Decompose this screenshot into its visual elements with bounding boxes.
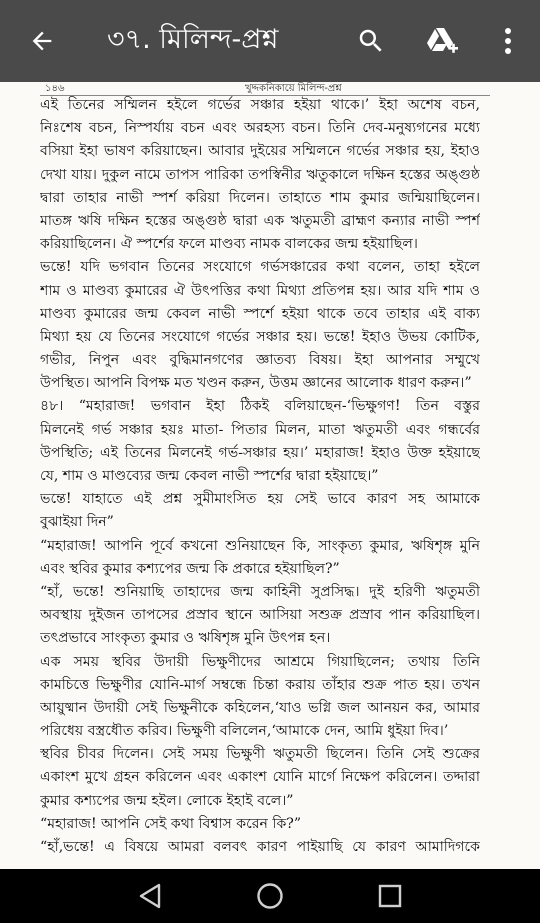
text-line: মাণ্ডব্য কুমারের জন্ম কেবল নাভী স্পর্শে হইয়া থাকে তবে তাহার এই বাক্য	[40, 305, 480, 322]
text-line: মিলনেই গর্ভ সঞ্চার হয়ঃ মাতা- পিতার মিলন, মাতা ঋতুমতী এবং গন্ধর্বের	[40, 421, 480, 438]
text-line: “হাঁ, ভন্তে! শুনিয়াছি তাহাদের জন্ম কাহিনী সুপ্রসিদ্ধ। দুই হরিণী ঋতুমতী	[40, 583, 480, 600]
text-line: বুঝাইয়া দিন”	[40, 514, 114, 531]
text-line: উপস্থিত। আপনি বিপক্ষ মত খণ্ডন করুন, উত্তম জ্ঞানের আলোক ধারণ করুন।”	[40, 375, 472, 392]
text-line: মাতঙ্গ ঋষি দক্ষিন হস্তের অঙ্গুষ্ঠ দ্বারা এক ঋতুমতী ব্রাহ্মণ কন্যার নাভী স্পর্শ	[40, 212, 480, 229]
nav-recents-square-icon	[377, 883, 403, 909]
text-line: একাংশ মুখে গ্রহন করিলেন এবং একাংশ যোনি মার্গে নিক্ষেপ করিলেন। তদ্দারা	[40, 769, 480, 786]
nav-back-triangle-icon	[138, 883, 162, 909]
text-line: ভন্তে! যাহাতে এই প্রশ্ন সুমীমাংসিত হয় সেই ভাবে কারণ সহ আমাকে	[40, 491, 480, 508]
drive-add-icon	[425, 26, 459, 56]
text-line: তৎপ্রভাবে সাংকৃত্য কুমার ও ঋষিশৃঙ্গ মুনি উৎপন্ন হন।	[40, 630, 331, 647]
text-line: দেখা যায়। দুকুল নামে তাপস পারিকা তপস্বিনীর ঋতুকালে দক্ষিন হস্তের অঙ্গুষ্ঠ	[40, 166, 480, 183]
search-button[interactable]	[351, 21, 391, 61]
arrow-back-icon	[28, 27, 56, 55]
text-line: শাম ও মাণ্ডব্য কুমারের ঐ উৎপত্তির কথা মিথ্যা প্রতিপন্ন হয়। আর যদি শাম ও	[40, 282, 480, 299]
text-line: অবস্থায় দুইজন তাপসের প্রস্রাব স্থানে আসিয়া সশুক্র প্রস্রাব পান করিয়াছিল।	[40, 607, 480, 624]
nav-home-circle-icon	[256, 882, 284, 910]
text-line: আয়ুষ্মান উদায়ী সেই ভিক্ষুনীকে কহিলেন,‘যাও ভগ্নি জল আনয়ন কর, আমার	[40, 699, 480, 716]
text-line: স্থবির চীবর দিলেন। সেই সময় ভিক্ষুণী ঋতুমতী ছিলেন। তিনি সেই শুক্রের	[40, 746, 480, 763]
more-options-button[interactable]	[488, 21, 528, 61]
nav-back-button[interactable]	[130, 876, 170, 916]
text-line: বসিয়া ইহা ভাষণ করিয়াছেন। আবার দুইয়ের সম্মিলনে গর্ভের সঞ্চার হয়, ইহাও	[40, 143, 480, 160]
text-line: “মহারাজ! আপনি পূর্বে কখনো শুনিয়াছেন কি, সাংকৃত্য কুমার, ঋষিশৃঙ্গ মুনি	[40, 537, 480, 554]
body-text	[40, 94, 480, 859]
text-line: কুমার কশ্যপের জন্ম হইল। লোকে ইহাই বলে।”	[40, 792, 294, 809]
text-line: উপস্থিতি; এই তিনের মিলনেই গর্ভ-সঞ্চার হয়।’ মহারাজ! ইহাও উক্ত হইয়াছে	[40, 444, 480, 461]
text-line: ৪৮। “মহারাজ! ভগবান ইহা ঠিকই বলিয়াছেন-‘ভিক্ষুগণ! তিন বস্তুর	[40, 398, 480, 415]
text-line: পরিধেয় বস্ত্রধৌত করিব। ভিক্ষুণী বলিলেন,‘আমাকে দেন, আমি ধুইয়া দিব।’	[40, 723, 449, 740]
running-header: খুদ্দকনিকায়ে মিলিন্দ-প্রশ্ন	[245, 83, 342, 94]
drive-add-button[interactable]	[422, 21, 462, 61]
text-line: এবং স্থবির কুমার কশ্যপের জন্ম কি প্রকারে হইয়াছিল?”	[40, 560, 340, 577]
text-line: “হাঁ,ভন্তে! এ বিষয়ে আমরা বলবৎ কারণ পাইয়াছি যে কারণ আমাদিগকে	[40, 839, 480, 855]
search-icon	[356, 26, 386, 56]
text-line: মিথ্যা হয় যে তিনের সংযোগে গর্ভের সঞ্চার হয়। ভন্তে! ইহাও উভয় কোটিক,	[40, 328, 480, 345]
text-line: করিয়াছিলেন। ঐ স্পর্শের ফলে মাণ্ডব্য নামক বালকের জন্ম হইয়াছিল।	[40, 236, 418, 253]
text-line: এই তিনের সম্মিলন হইলে গর্ভের সঞ্চার হইয়া থাকে।’ ইহা অশেষ বচন,	[40, 97, 480, 113]
text-line: ভন্তে! যদি ভগবান তিনের সংযোগে গর্ভসঞ্চারের কথা বলেন, তাহা হইলে	[40, 259, 480, 276]
text-line: যে, শাম ও মাণ্ডব্যের জন্ম কেবল নাভী স্পর্শের দ্বারা হইয়াছে।”	[40, 468, 379, 484]
nav-recents-button[interactable]	[370, 876, 410, 916]
nav-home-button[interactable]	[250, 876, 290, 916]
text-line: গভীর, নিপুন এবং বুদ্ধিমানগণের জ্ঞাতব্য বিষয়। ইহা আপনার সম্মুখে	[40, 352, 480, 369]
app-bar	[0, 0, 540, 82]
system-nav-bar	[0, 869, 540, 923]
document-page[interactable]	[0, 82, 540, 869]
text-line: দ্বারা তাহার নাভী স্পর্শ করিয়া দিলেন। তাহাতে শাম কুমার জন্মিয়াছিলেন।	[40, 189, 480, 206]
more-vertical-icon	[503, 26, 513, 56]
text-line: “মহারাজ! আপনি সেই কথা বিশ্বাস করেন কি?”	[40, 815, 302, 832]
page-number: ১৪৬	[45, 83, 65, 94]
text-line: কামচিত্তে ভিক্ষুণীর যোনি-মার্গ সম্বন্ধে চিন্তা করায় তাঁহার শুক্র পাত হয়। তখন	[40, 676, 480, 693]
text-line: নিঃশেষ বচন, নিস্পর্যায় বচন এবং অরহস্য বচন। তিনি দেব-মনুষ্যগনের মধ্যে	[40, 120, 480, 137]
page-title: ৩৭. মিলিন্দ-প্রশ্ন	[107, 24, 279, 55]
back-button[interactable]	[22, 21, 62, 61]
text-line: এক সময় স্থবির উদায়ী ভিক্ষুণীদের আশ্রমে গিয়াছিলেন; তথায় তিনি	[40, 653, 480, 670]
